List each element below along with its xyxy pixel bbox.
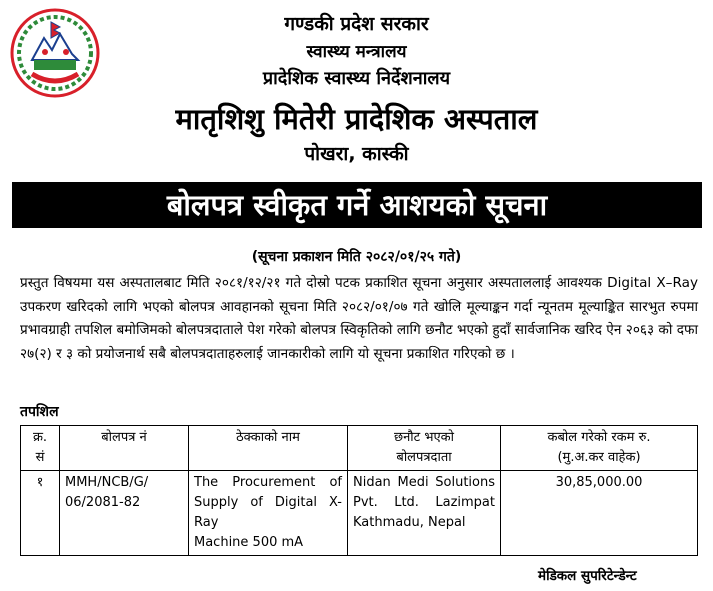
header-sn-line1: क्र. — [32, 430, 48, 445]
header-bidder — [348, 426, 501, 471]
directorate-name: प्रादेशिक स्वास्थ्य निर्देशनालय — [262, 68, 451, 89]
header-bidder-line1: छनौट भएको — [393, 430, 455, 445]
cell-amount: 30,85,000.00 — [501, 471, 698, 556]
cell-sn: १ — [21, 471, 60, 556]
signature-title: मेडिकल सुपरिटेन्डेन्ट — [538, 568, 637, 584]
header-bid-no: बोलपत्र नं — [60, 426, 189, 471]
header-amount-line2: (मु.अ.कर वाहेक) — [557, 450, 641, 465]
publication-date: (सूचना प्रकाशन मिति २०८२/०१/२५ गते) — [251, 249, 462, 265]
cell-bidder-line2: Pvt. Ltd. Lazimpat — [353, 495, 495, 510]
header-bidder-line2: बोलपत्रदाता — [396, 450, 452, 465]
ministry-name: स्वास्थ्य मन्त्रालय — [306, 42, 407, 62]
gov-name: गण्डकी प्रदेश सरकार — [284, 13, 429, 35]
table-header-row — [21, 426, 698, 471]
cell-contract-line1: The Procurement of — [194, 475, 342, 490]
cell-bidder — [348, 471, 501, 556]
cell-contract-name — [189, 471, 348, 556]
cell-bidder-line3: Kathmadu, Nepal — [353, 515, 466, 530]
cell-bidder-line1: Nidan Medi Solutions — [353, 475, 495, 490]
cell-bid-no — [60, 471, 189, 556]
details-label: तपशिल — [20, 404, 59, 420]
header-sn — [21, 426, 60, 471]
notice-body: प्रस्तुत विषयमा यस अस्पतालबाट मिति २०८१/१२/२१ गते दोस्रो पटक प्रकाशित सूचना अनुसार अस्पताललाई आवश्यक Digital X–Ray उपकरण खरिदको लागि भएको बोलपत्र आवहानको सूचना मिति २०८२/०१/०७ गते खोलि मूल्याङ्कन गर्दा न्यूनतम मूल्याङ्कित सारभुत रुपमा प्रभावग्राही तपशिल बमोजिमको बोलपत्रदाताले पेश गरेको बोलपत्र स्विकृतिको लागि छनौट भएको हुदाँ सार्वजानिक खरिद ऐन २०६३ को दफा २७(२) र ३ को प्रयोजनार्थ सबै बोलपत्रदाताहरुलाई जानकारीको लागि यो सूचना प्रकाशित गरिएको छ । — [20, 275, 698, 362]
header-contract-name: ठेक्काको नाम — [189, 426, 348, 471]
header-amount — [501, 426, 698, 471]
table-row — [21, 471, 698, 556]
hospital-name: मातृशिशु मितेरी प्रादेशिक अस्पताल — [175, 102, 538, 136]
bid-table — [20, 425, 698, 556]
notice-title: बोलपत्र स्वीकृत गर्ने आशयको सूचना — [12, 182, 702, 228]
cell-contract-line3: Machine 500 mA — [194, 535, 304, 550]
header-amount-line1: कबोल गरेको रकम रु. — [547, 430, 651, 445]
cell-contract-line2: Supply of Digital X-Ray — [194, 495, 342, 530]
header-sn-line2: सं — [35, 450, 45, 465]
hospital-location: पोखरा, कास्की — [304, 143, 409, 165]
cell-bid-no-line2: 06/2081-82 — [65, 495, 141, 510]
cell-bid-no-line1: MMH/NCB/G/ — [65, 475, 149, 490]
